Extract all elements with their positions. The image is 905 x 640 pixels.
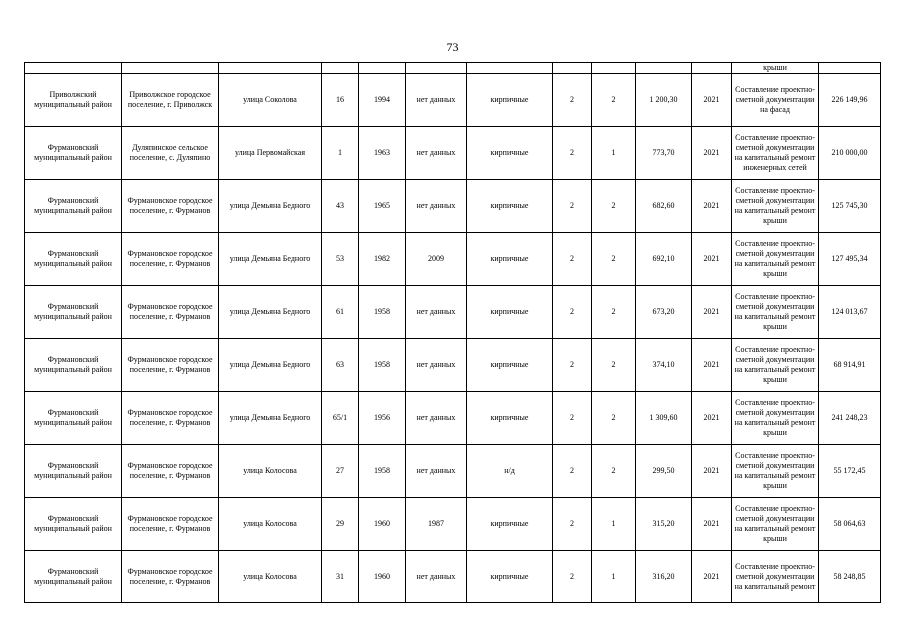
floors-cell: 2 <box>553 180 592 233</box>
settlement-cell: Фурмановское городское поселение, г. Фурманов <box>122 392 219 445</box>
area-cell: 315,20 <box>636 498 692 551</box>
carry-over-row <box>25 63 881 74</box>
settlement-cell: Фурмановское городское поселение, г. Фурманов <box>122 551 219 603</box>
table-row <box>25 233 881 286</box>
house-number-cell: 43 <box>322 180 359 233</box>
settlement-cell: Фурмановское городское поселение, г. Фурманов <box>122 498 219 551</box>
last-repair-cell: 1987 <box>406 498 467 551</box>
settlement-cell: Фурмановское городское поселение, г. Фурманов <box>122 339 219 392</box>
area-cell: 773,70 <box>636 127 692 180</box>
wall-material-cell: н/д <box>467 445 553 498</box>
table-cell <box>122 63 219 74</box>
year-built-cell: 1965 <box>359 180 406 233</box>
last-repair-cell: нет данных <box>406 339 467 392</box>
floors-cell: 2 <box>553 127 592 180</box>
table-row <box>25 392 881 445</box>
street-cell: улица Соколова <box>219 74 322 127</box>
plan-year-cell: 2021 <box>692 233 732 286</box>
plan-year-cell: 2021 <box>692 286 732 339</box>
last-repair-cell: нет данных <box>406 127 467 180</box>
year-built-cell: 1958 <box>359 286 406 339</box>
house-number-cell: 29 <box>322 498 359 551</box>
entrances-cell: 1 <box>592 498 636 551</box>
registry-table <box>24 62 881 603</box>
work-type-cell: Составление проектно-сметной документации на капитальный ремонт крыши <box>732 286 819 339</box>
table-row <box>25 445 881 498</box>
cost-cell: 68 914,91 <box>819 339 881 392</box>
table-row <box>25 339 881 392</box>
settlement-cell: Приволжское городское поселение, г. Приволжск <box>122 74 219 127</box>
table-cell <box>219 63 322 74</box>
last-repair-cell: нет данных <box>406 180 467 233</box>
floors-cell: 2 <box>553 498 592 551</box>
area-cell: 1 200,30 <box>636 74 692 127</box>
wall-material-cell: кирпичные <box>467 180 553 233</box>
last-repair-cell: нет данных <box>406 74 467 127</box>
plan-year-cell: 2021 <box>692 392 732 445</box>
wall-material-cell: кирпичные <box>467 392 553 445</box>
work-type-cell: Составление проектно-сметной документации на капитальный ремонт крыши <box>732 180 819 233</box>
district-cell: Фурмановский муниципальный район <box>25 286 122 339</box>
district-cell: Фурмановский муниципальный район <box>25 445 122 498</box>
table-row <box>25 551 881 603</box>
district-cell: Фурмановский муниципальный район <box>25 392 122 445</box>
street-cell: улица Первомайская <box>219 127 322 180</box>
district-cell: Фурмановский муниципальный район <box>25 127 122 180</box>
cost-cell: 58 248,85 <box>819 551 881 603</box>
table-row <box>25 127 881 180</box>
work-type-cell: Составление проектно-сметной документации на капитальный ремонт инженерных сетей <box>732 127 819 180</box>
entrances-cell: 2 <box>592 445 636 498</box>
table-row <box>25 286 881 339</box>
table-cell <box>636 63 692 74</box>
wall-material-cell: кирпичные <box>467 551 553 603</box>
work-type-cell: Составление проектно-сметной документации на капитальный ремонт <box>732 551 819 603</box>
table-cell <box>467 63 553 74</box>
house-number-cell: 16 <box>322 74 359 127</box>
floors-cell: 2 <box>553 551 592 603</box>
work-type-cell: Составление проектно-сметной документации на капитальный ремонт крыши <box>732 498 819 551</box>
entrances-cell: 2 <box>592 180 636 233</box>
work-type-cell: Составление проектно-сметной документации на фасад <box>732 74 819 127</box>
cost-cell: 125 745,30 <box>819 180 881 233</box>
table-row <box>25 74 881 127</box>
plan-year-cell: 2021 <box>692 339 732 392</box>
plan-year-cell: 2021 <box>692 551 732 603</box>
plan-year-cell: 2021 <box>692 498 732 551</box>
year-built-cell: 1960 <box>359 498 406 551</box>
entrances-cell: 1 <box>592 551 636 603</box>
wall-material-cell: кирпичные <box>467 74 553 127</box>
house-number-cell: 31 <box>322 551 359 603</box>
street-cell: улица Колосова <box>219 551 322 603</box>
wall-material-cell: кирпичные <box>467 286 553 339</box>
house-number-cell: 1 <box>322 127 359 180</box>
table-cell <box>819 63 881 74</box>
table-row <box>25 498 881 551</box>
floors-cell: 2 <box>553 339 592 392</box>
last-repair-cell: нет данных <box>406 445 467 498</box>
plan-year-cell: 2021 <box>692 74 732 127</box>
cost-cell: 210 000,00 <box>819 127 881 180</box>
house-number-cell: 63 <box>322 339 359 392</box>
cost-cell: 127 495,34 <box>819 233 881 286</box>
table-cell <box>592 63 636 74</box>
last-repair-cell: нет данных <box>406 551 467 603</box>
table-cell: крыши <box>732 63 819 74</box>
work-type-cell: Составление проектно-сметной документации на капитальный ремонт крыши <box>732 392 819 445</box>
plan-year-cell: 2021 <box>692 180 732 233</box>
floors-cell: 2 <box>553 74 592 127</box>
wall-material-cell: кирпичные <box>467 339 553 392</box>
area-cell: 682,60 <box>636 180 692 233</box>
work-type-cell: Составление проектно-сметной документации на капитальный ремонт крыши <box>732 233 819 286</box>
cost-cell: 124 013,67 <box>819 286 881 339</box>
settlement-cell: Фурмановское городское поселение, г. Фурманов <box>122 180 219 233</box>
floors-cell: 2 <box>553 286 592 339</box>
work-type-cell: Составление проектно-сметной документации на капитальный ремонт крыши <box>732 339 819 392</box>
year-built-cell: 1958 <box>359 339 406 392</box>
street-cell: улица Демьяна Бедного <box>219 392 322 445</box>
area-cell: 1 309,60 <box>636 392 692 445</box>
last-repair-cell: нет данных <box>406 286 467 339</box>
street-cell: улица Колосова <box>219 445 322 498</box>
table-row <box>25 180 881 233</box>
house-number-cell: 61 <box>322 286 359 339</box>
table-cell <box>359 63 406 74</box>
district-cell: Приволжский муниципальный район <box>25 74 122 127</box>
entrances-cell: 2 <box>592 339 636 392</box>
district-cell: Фурмановский муниципальный район <box>25 233 122 286</box>
district-cell: Фурмановский муниципальный район <box>25 498 122 551</box>
cost-cell: 226 149,96 <box>819 74 881 127</box>
area-cell: 299,50 <box>636 445 692 498</box>
work-type-cell: Составление проектно-сметной документации на капитальный ремонт крыши <box>732 445 819 498</box>
year-built-cell: 1960 <box>359 551 406 603</box>
page-number: 73 <box>446 40 459 54</box>
street-cell: улица Демьяна Бедного <box>219 286 322 339</box>
house-number-cell: 53 <box>322 233 359 286</box>
area-cell: 316,20 <box>636 551 692 603</box>
table-cell <box>692 63 732 74</box>
floors-cell: 2 <box>553 445 592 498</box>
wall-material-cell: кирпичные <box>467 233 553 286</box>
settlement-cell: Фурмановское городское поселение, г. Фурманов <box>122 286 219 339</box>
street-cell: улица Демьяна Бедного <box>219 233 322 286</box>
street-cell: улица Демьяна Бедного <box>219 180 322 233</box>
year-built-cell: 1982 <box>359 233 406 286</box>
table-cell <box>322 63 359 74</box>
wall-material-cell: кирпичные <box>467 127 553 180</box>
plan-year-cell: 2021 <box>692 127 732 180</box>
settlement-cell: Фурмановское городское поселение, г. Фурманов <box>122 233 219 286</box>
cost-cell: 58 064,63 <box>819 498 881 551</box>
house-number-cell: 27 <box>322 445 359 498</box>
last-repair-cell: нет данных <box>406 392 467 445</box>
wall-material-cell: кирпичные <box>467 498 553 551</box>
plan-year-cell: 2021 <box>692 445 732 498</box>
last-repair-cell: 2009 <box>406 233 467 286</box>
table-cell <box>553 63 592 74</box>
area-cell: 673,20 <box>636 286 692 339</box>
entrances-cell: 2 <box>592 392 636 445</box>
cost-cell: 55 172,45 <box>819 445 881 498</box>
street-cell: улица Колосова <box>219 498 322 551</box>
area-cell: 374,10 <box>636 339 692 392</box>
entrances-cell: 2 <box>592 286 636 339</box>
year-built-cell: 1963 <box>359 127 406 180</box>
settlement-cell: Дуляпинское сельское поселение, с. Дуляпино <box>122 127 219 180</box>
district-cell: Фурмановский муниципальный район <box>25 551 122 603</box>
table-cell <box>25 63 122 74</box>
entrances-cell: 2 <box>592 233 636 286</box>
entrances-cell: 1 <box>592 127 636 180</box>
cost-cell: 241 248,23 <box>819 392 881 445</box>
street-cell: улица Демьяна Бедного <box>219 339 322 392</box>
district-cell: Фурмановский муниципальный район <box>25 180 122 233</box>
district-cell: Фурмановский муниципальный район <box>25 339 122 392</box>
area-cell: 692,10 <box>636 233 692 286</box>
year-built-cell: 1958 <box>359 445 406 498</box>
floors-cell: 2 <box>553 233 592 286</box>
floors-cell: 2 <box>553 392 592 445</box>
year-built-cell: 1956 <box>359 392 406 445</box>
settlement-cell: Фурмановское городское поселение, г. Фурманов <box>122 445 219 498</box>
year-built-cell: 1994 <box>359 74 406 127</box>
house-number-cell: 65/1 <box>322 392 359 445</box>
table-cell <box>406 63 467 74</box>
entrances-cell: 2 <box>592 74 636 127</box>
